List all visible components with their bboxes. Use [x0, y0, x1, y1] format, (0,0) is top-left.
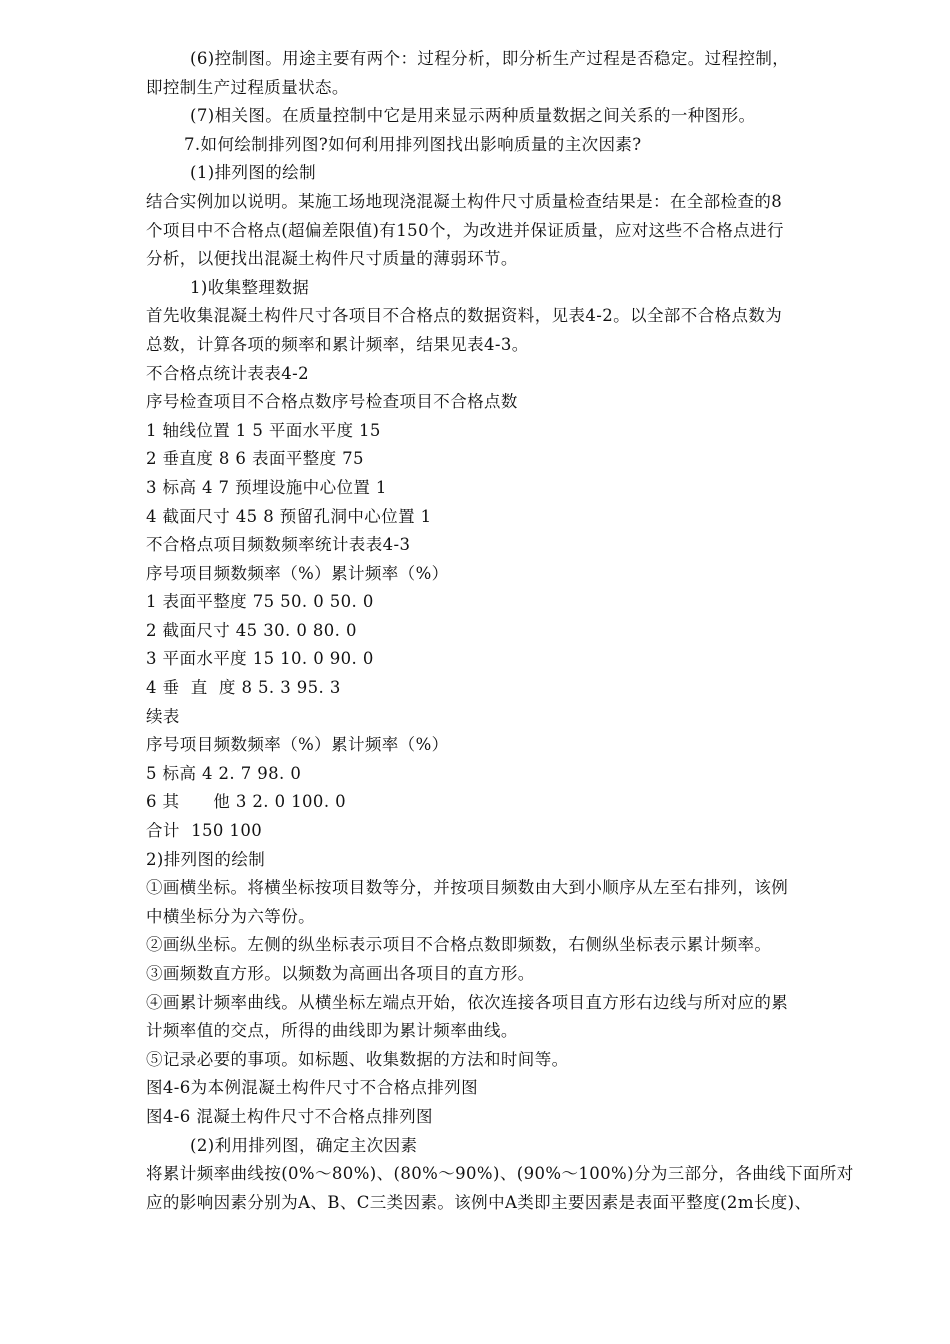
table-4-3-row: 6 其 他 3 2. 0 100. 0: [146, 792, 347, 812]
table-4-2-header: 序号检查项目不合格点数序号检查项目不合格点数: [146, 392, 518, 412]
table-4-3-total-row: 合计 150 100: [146, 821, 263, 841]
paragraph-collect: 首先收集混凝土构件尺寸各项目不合格点的数据资料，见表4-2。以全部不合格点数为: [146, 306, 783, 326]
paragraph-collect-cont: 总数，计算各项的频率和累计频率，结果见表4-3。: [146, 334, 529, 354]
question-heading: 7.如何绘制排列图?如何利用排列图找出影响质量的主次因素?: [184, 134, 642, 154]
paragraph-example: 结合实例加以说明。某施工场地现浇混凝土构件尺寸质量检查结果是：在全部检查的8: [146, 191, 783, 211]
table-4-3-row: 5 标高 4 2. 7 98. 0: [146, 763, 302, 783]
table-4-2-row: 1 轴线位置 1 5 平面水平度 15: [146, 420, 381, 440]
table-4-3-row: 1 表面平整度 75 50. 0 50. 0: [146, 592, 374, 612]
figure-4-6-caption: 图4-6 混凝土构件尺寸不合格点排列图: [146, 1106, 433, 1126]
paragraph-abc-classes: 将累计频率曲线按(0%～80%)、(80%～90%)、(90%～100%)分为三部分，各曲线下面所对: [146, 1164, 854, 1184]
table-4-3-row: 4 垂 直 度 8 5. 3 95. 3: [146, 678, 341, 698]
step-4-cumulative-curve-cont: 计频率值的交点，所得的曲线即为累计频率曲线。: [146, 1021, 518, 1041]
section-heading-primary-factors: (2)利用排列图，确定主次因素: [190, 1135, 418, 1155]
paragraph-control-chart-cont: 即控制生产过程质量状态。: [146, 77, 349, 97]
step-heading-drawing: 2)排列图的绘制: [146, 849, 266, 869]
table-4-2-row: 4 截面尺寸 45 8 预留孔洞中心位置 1: [146, 506, 432, 526]
paragraph-correlation-chart: (7)相关图。在质量控制中它是用来显示两种质量数据之间关系的一种图形。: [190, 106, 756, 126]
step-1-horizontal-axis-cont: 中横坐标分为六等份。: [146, 906, 315, 926]
table-4-3-caption: 不合格点项目频数频率统计表表4-3: [146, 535, 411, 555]
table-4-3-header-continued: 序号项目频数频率（%）累计频率（%）: [146, 735, 449, 755]
step-4-cumulative-curve: ④画累计频率曲线。从横坐标左端点开始，依次连接各项目直方形右边线与所对应的累: [146, 992, 789, 1012]
table-4-3-row: 3 平面水平度 15 10. 0 90. 0: [146, 649, 374, 669]
table-4-2-caption: 不合格点统计表表4-2: [146, 363, 309, 383]
figure-reference: 图4-6为本例混凝土构件尺寸不合格点排列图: [146, 1078, 478, 1098]
table-4-3-row: 2 截面尺寸 45 30. 0 80. 0: [146, 620, 357, 640]
table-4-2-row: 2 垂直度 8 6 表面平整度 75: [146, 449, 364, 469]
table-4-3-header: 序号项目频数频率（%）累计频率（%）: [146, 563, 449, 583]
step-1-horizontal-axis: ①画横坐标。将横坐标按项目数等分，并按项目频数由大到小顺序从左至右排列，该例: [146, 878, 789, 898]
section-heading-pareto-drawing: (1)排列图的绘制: [190, 163, 316, 183]
step-3-histogram: ③画频数直方形。以频数为高画出各项目的直方形。: [146, 964, 535, 983]
table-4-2-row: 3 标高 4 7 预埋设施中心位置 1: [146, 477, 387, 497]
step-heading-collect: 1)收集整理数据: [190, 277, 310, 297]
paragraph-abc-classes-cont: 应的影响因素分别为A、B、C三类因素。该例中A类即主要因素是表面平整度(2m长度)、: [146, 1192, 812, 1212]
step-2-vertical-axis: ②画纵坐标。左侧的纵坐标表示项目不合格点数即频数，右侧纵坐标表示累计频率。: [146, 935, 772, 955]
paragraph-control-chart: (6)控制图。用途主要有两个：过程分析，即分析生产过程是否稳定。过程控制，: [190, 49, 790, 68]
paragraph-example-cont-2: 分析，以便找出混凝土构件尺寸质量的薄弱环节。: [146, 249, 518, 269]
step-5-record: ⑤记录必要的事项。如标题、收集数据的方法和时间等。: [146, 1049, 569, 1069]
paragraph-example-cont-1: 个项目中不合格点(超偏差限值)有150个，为改进并保证质量，应对这些不合格点进行: [146, 220, 784, 240]
table-continued-label: 续表: [146, 706, 180, 726]
